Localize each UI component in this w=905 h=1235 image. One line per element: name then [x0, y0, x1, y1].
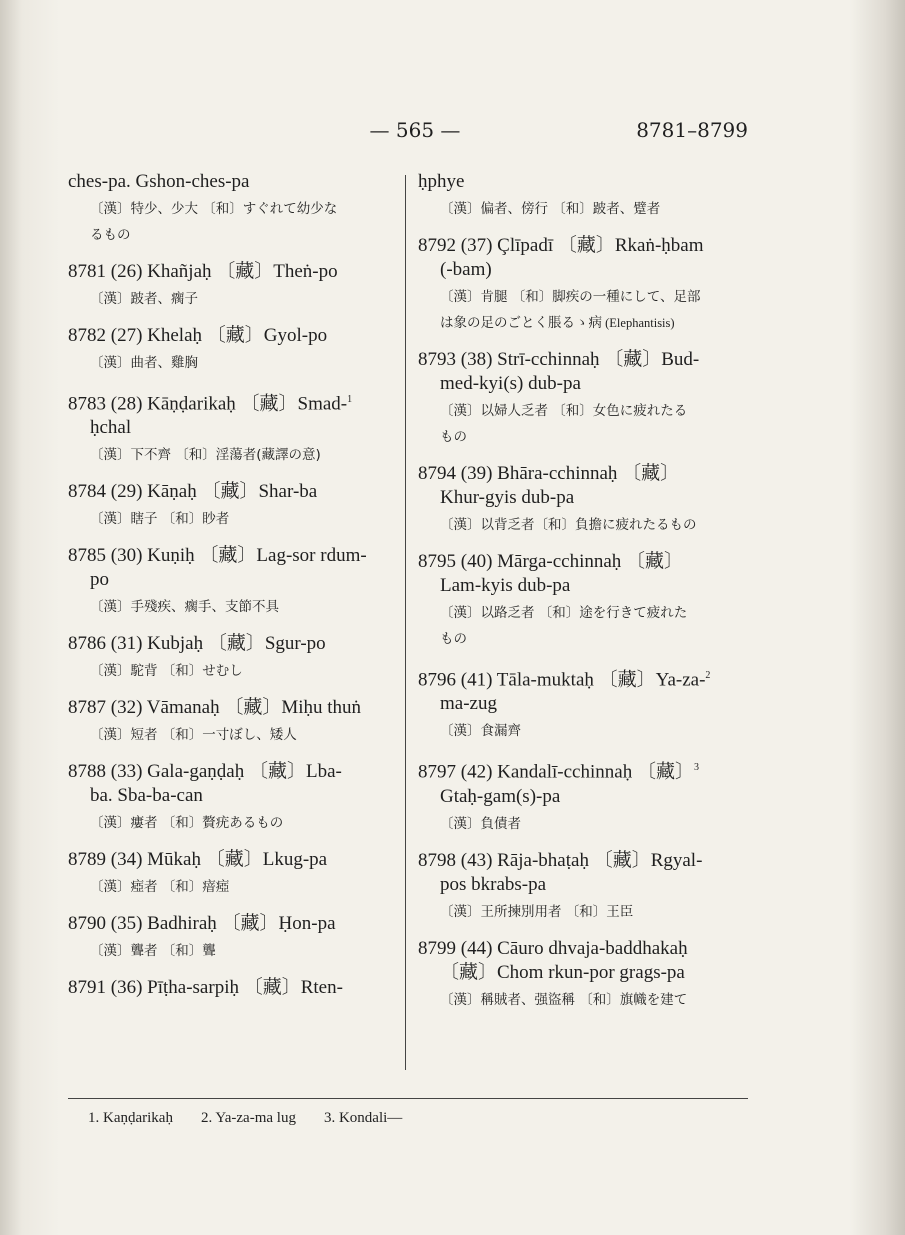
- entry-headword: 8788 (33) Gala-gaṇḍaḥ 〔藏〕Lba-: [68, 761, 342, 783]
- entry-headword: 8785 (30) Kuṇiḥ 〔藏〕Lag-sor rdum-: [68, 545, 367, 567]
- dictionary-entry: [68, 170, 398, 246]
- dictionary-entry: [418, 550, 753, 650]
- entry-gloss: 〔漢〕瘻者 〔和〕贅疣あるもの: [90, 815, 284, 832]
- entry-headword-continuation: Gtaḥ-gam(s)-pa: [440, 785, 561, 807]
- entry-headword-continuation: ḥchal: [90, 417, 132, 439]
- entry-gloss: 〔漢〕瞎子 〔和〕眇者: [90, 511, 230, 528]
- entry-gloss: 〔漢〕手殘疾、瘸手、支節不具: [90, 599, 279, 616]
- entry-gloss: 〔漢〕偏者、傍行 〔和〕跛者、躄者: [440, 201, 661, 217]
- dictionary-entry: [68, 696, 398, 746]
- entry-headword-continuation: Lam-kyis dub-pa: [440, 575, 571, 596]
- entry-gloss: 〔漢〕聾者 〔和〕聾: [90, 943, 216, 960]
- entry-gloss: 〔漢〕以路乏者 〔和〕途を行きて疲れた: [440, 605, 688, 621]
- entry-gloss: 〔漢〕王所揀別用者 〔和〕王臣: [440, 903, 634, 920]
- entry-headword: 8792 (37) Çlīpadī 〔藏〕Rkaṅ-ḥbam: [418, 235, 704, 256]
- entry-headword: 8781 (26) Khañjaḥ 〔藏〕Theṅ-po: [68, 261, 338, 282]
- footnote-mark: 2: [705, 670, 711, 681]
- entry-headword: 8795 (40) Mārga-cchinnaḥ 〔藏〕: [418, 551, 684, 572]
- entry-gloss: 〔漢〕以背乏者〔和〕負擔に疲れたるもの: [440, 517, 697, 533]
- entry-headword: ches-pa. Gshon-ches-pa: [68, 171, 250, 192]
- footnote: 1. Kaṇḍarikaḥ: [88, 1110, 173, 1126]
- entry-headword-continuation: med-kyi(s) dub-pa: [440, 373, 581, 394]
- dictionary-entry: [418, 170, 753, 220]
- footnotes: [88, 1110, 748, 1127]
- entry-headword: 8798 (43) Rāja-bhaṭaḥ 〔藏〕Rgyal-: [418, 849, 703, 871]
- dictionary-entry: [68, 388, 398, 466]
- dictionary-entry: [68, 760, 398, 834]
- page-number: — 565 —: [369, 118, 461, 142]
- entry-headword: 8786 (31) Kubjaḥ 〔藏〕Sgur-po: [68, 633, 326, 655]
- dictionary-entry: [68, 324, 398, 374]
- entry-gloss: 〔漢〕跛者、瘸子: [90, 291, 198, 307]
- entry-gloss: もの: [440, 429, 467, 445]
- dictionary-entry: [418, 348, 753, 448]
- entry-headword: 8789 (34) Mūkaḥ 〔藏〕Lkug-pa: [68, 849, 328, 871]
- entry-gloss: 〔漢〕肯腿 〔和〕脚疾の一種にして、足部: [440, 289, 701, 305]
- footnote-mark: 1: [347, 394, 353, 405]
- entry-headword-continuation: ma-zug: [440, 693, 497, 715]
- dictionary-entry: [68, 632, 398, 682]
- entry-headword-continuation: 〔藏〕Chom rkun-por grags-pa: [440, 961, 685, 983]
- entry-range: 8781–8799: [636, 118, 748, 142]
- entry-gloss: 〔漢〕短者 〔和〕一寸ぼし、矮人: [90, 727, 297, 744]
- entry-gloss: 〔漢〕稱賊者、强盜稱 〔和〕旗幟を建て: [440, 991, 688, 1008]
- column-divider: [405, 175, 406, 1070]
- dictionary-entry: [418, 234, 753, 334]
- dictionary-entry: [418, 462, 753, 536]
- entry-gloss: 〔漢〕負債者: [440, 815, 521, 832]
- footnote: 2. Ya-za-ma lug: [200, 1110, 296, 1126]
- footnote: 3. Kondali—: [323, 1110, 403, 1126]
- entry-gloss: もの: [440, 631, 467, 647]
- entry-gloss: るもの: [90, 227, 131, 243]
- entry-headword: ḥphye: [418, 171, 465, 192]
- left-column: [68, 170, 398, 1014]
- dictionary-entry: [68, 480, 398, 530]
- dictionary-entry: [418, 849, 753, 923]
- entry-gloss: 〔漢〕駝背 〔和〕せむし: [90, 663, 243, 680]
- footnote-mark: 3: [693, 762, 699, 774]
- entry-headword: 8796 (41) Tāla-muktaḥ 〔藏〕Ya-za-$^2$: [418, 669, 711, 691]
- entry-gloss: 〔漢〕食漏齊: [440, 723, 521, 740]
- dictionary-entry: [68, 848, 398, 898]
- entry-headword: 8799 (44) Cāuro dhvaja-baddhakaḥ: [418, 937, 688, 959]
- entry-headword-continuation: (-bam): [440, 259, 492, 280]
- entry-headword-continuation: pos bkrabs-pa: [440, 873, 547, 895]
- dictionary-entry: [68, 260, 398, 310]
- entry-gloss: 〔漢〕特少、少大 〔和〕すぐれて幼少な: [90, 201, 338, 217]
- entry-headword: 8793 (38) Strī-cchinnaḥ 〔藏〕Bud-: [418, 349, 700, 370]
- entry-headword: 8797 (42) Kandalī-cchinnaḥ 〔藏〕$^3$: [418, 761, 699, 783]
- dictionary-entry: [68, 976, 398, 1000]
- entry-gloss: は象の足のごとく脹るゝ病 (Elephantisis): [440, 315, 675, 331]
- dictionary-entry: [418, 756, 753, 834]
- entry-gloss: 〔漢〕瘂者 〔和〕瘖瘂: [90, 879, 230, 896]
- entry-gloss: 〔漢〕曲者、雞胸: [90, 355, 198, 371]
- dictionary-entry: [418, 937, 753, 1011]
- entry-gloss: 〔漢〕以婦人乏者 〔和〕女色に疲れたる: [440, 403, 688, 419]
- dictionary-entry: [68, 544, 398, 618]
- entry-headword-continuation: ba. Sba-ba-can: [90, 785, 203, 807]
- dictionary-entry: [418, 664, 753, 742]
- entry-headword: 8787 (32) Vāmanaḥ 〔藏〕Miḥu thuṅ: [68, 697, 362, 719]
- entry-headword: 8783 (28) Kāṇḍarikaḥ 〔藏〕Smad-$^1$: [68, 393, 353, 415]
- entry-headword-continuation: po: [90, 569, 109, 591]
- entry-headword: 8791 (36) Pīṭha-sarpiḥ 〔藏〕Rten-: [68, 977, 343, 999]
- right-column: [418, 170, 753, 1025]
- dictionary-entry: [68, 912, 398, 962]
- entry-headword: 8790 (35) Badhiraḥ 〔藏〕Ḥon-pa: [68, 913, 336, 935]
- footnote-rule: [68, 1098, 748, 1099]
- entry-headword-continuation: Khur-gyis dub-pa: [440, 487, 575, 508]
- entry-headword: 8782 (27) Khelaḥ 〔藏〕Gyol-po: [68, 325, 328, 346]
- entry-headword: 8784 (29) Kāṇaḥ 〔藏〕Shar-ba: [68, 481, 318, 503]
- entry-gloss: 〔漢〕下不齊 〔和〕淫蕩者(藏譯の意): [90, 447, 321, 464]
- entry-gloss-english: (Elephantisis): [602, 316, 675, 330]
- entry-headword: 8794 (39) Bhāra-cchinnaḥ 〔藏〕: [418, 463, 680, 484]
